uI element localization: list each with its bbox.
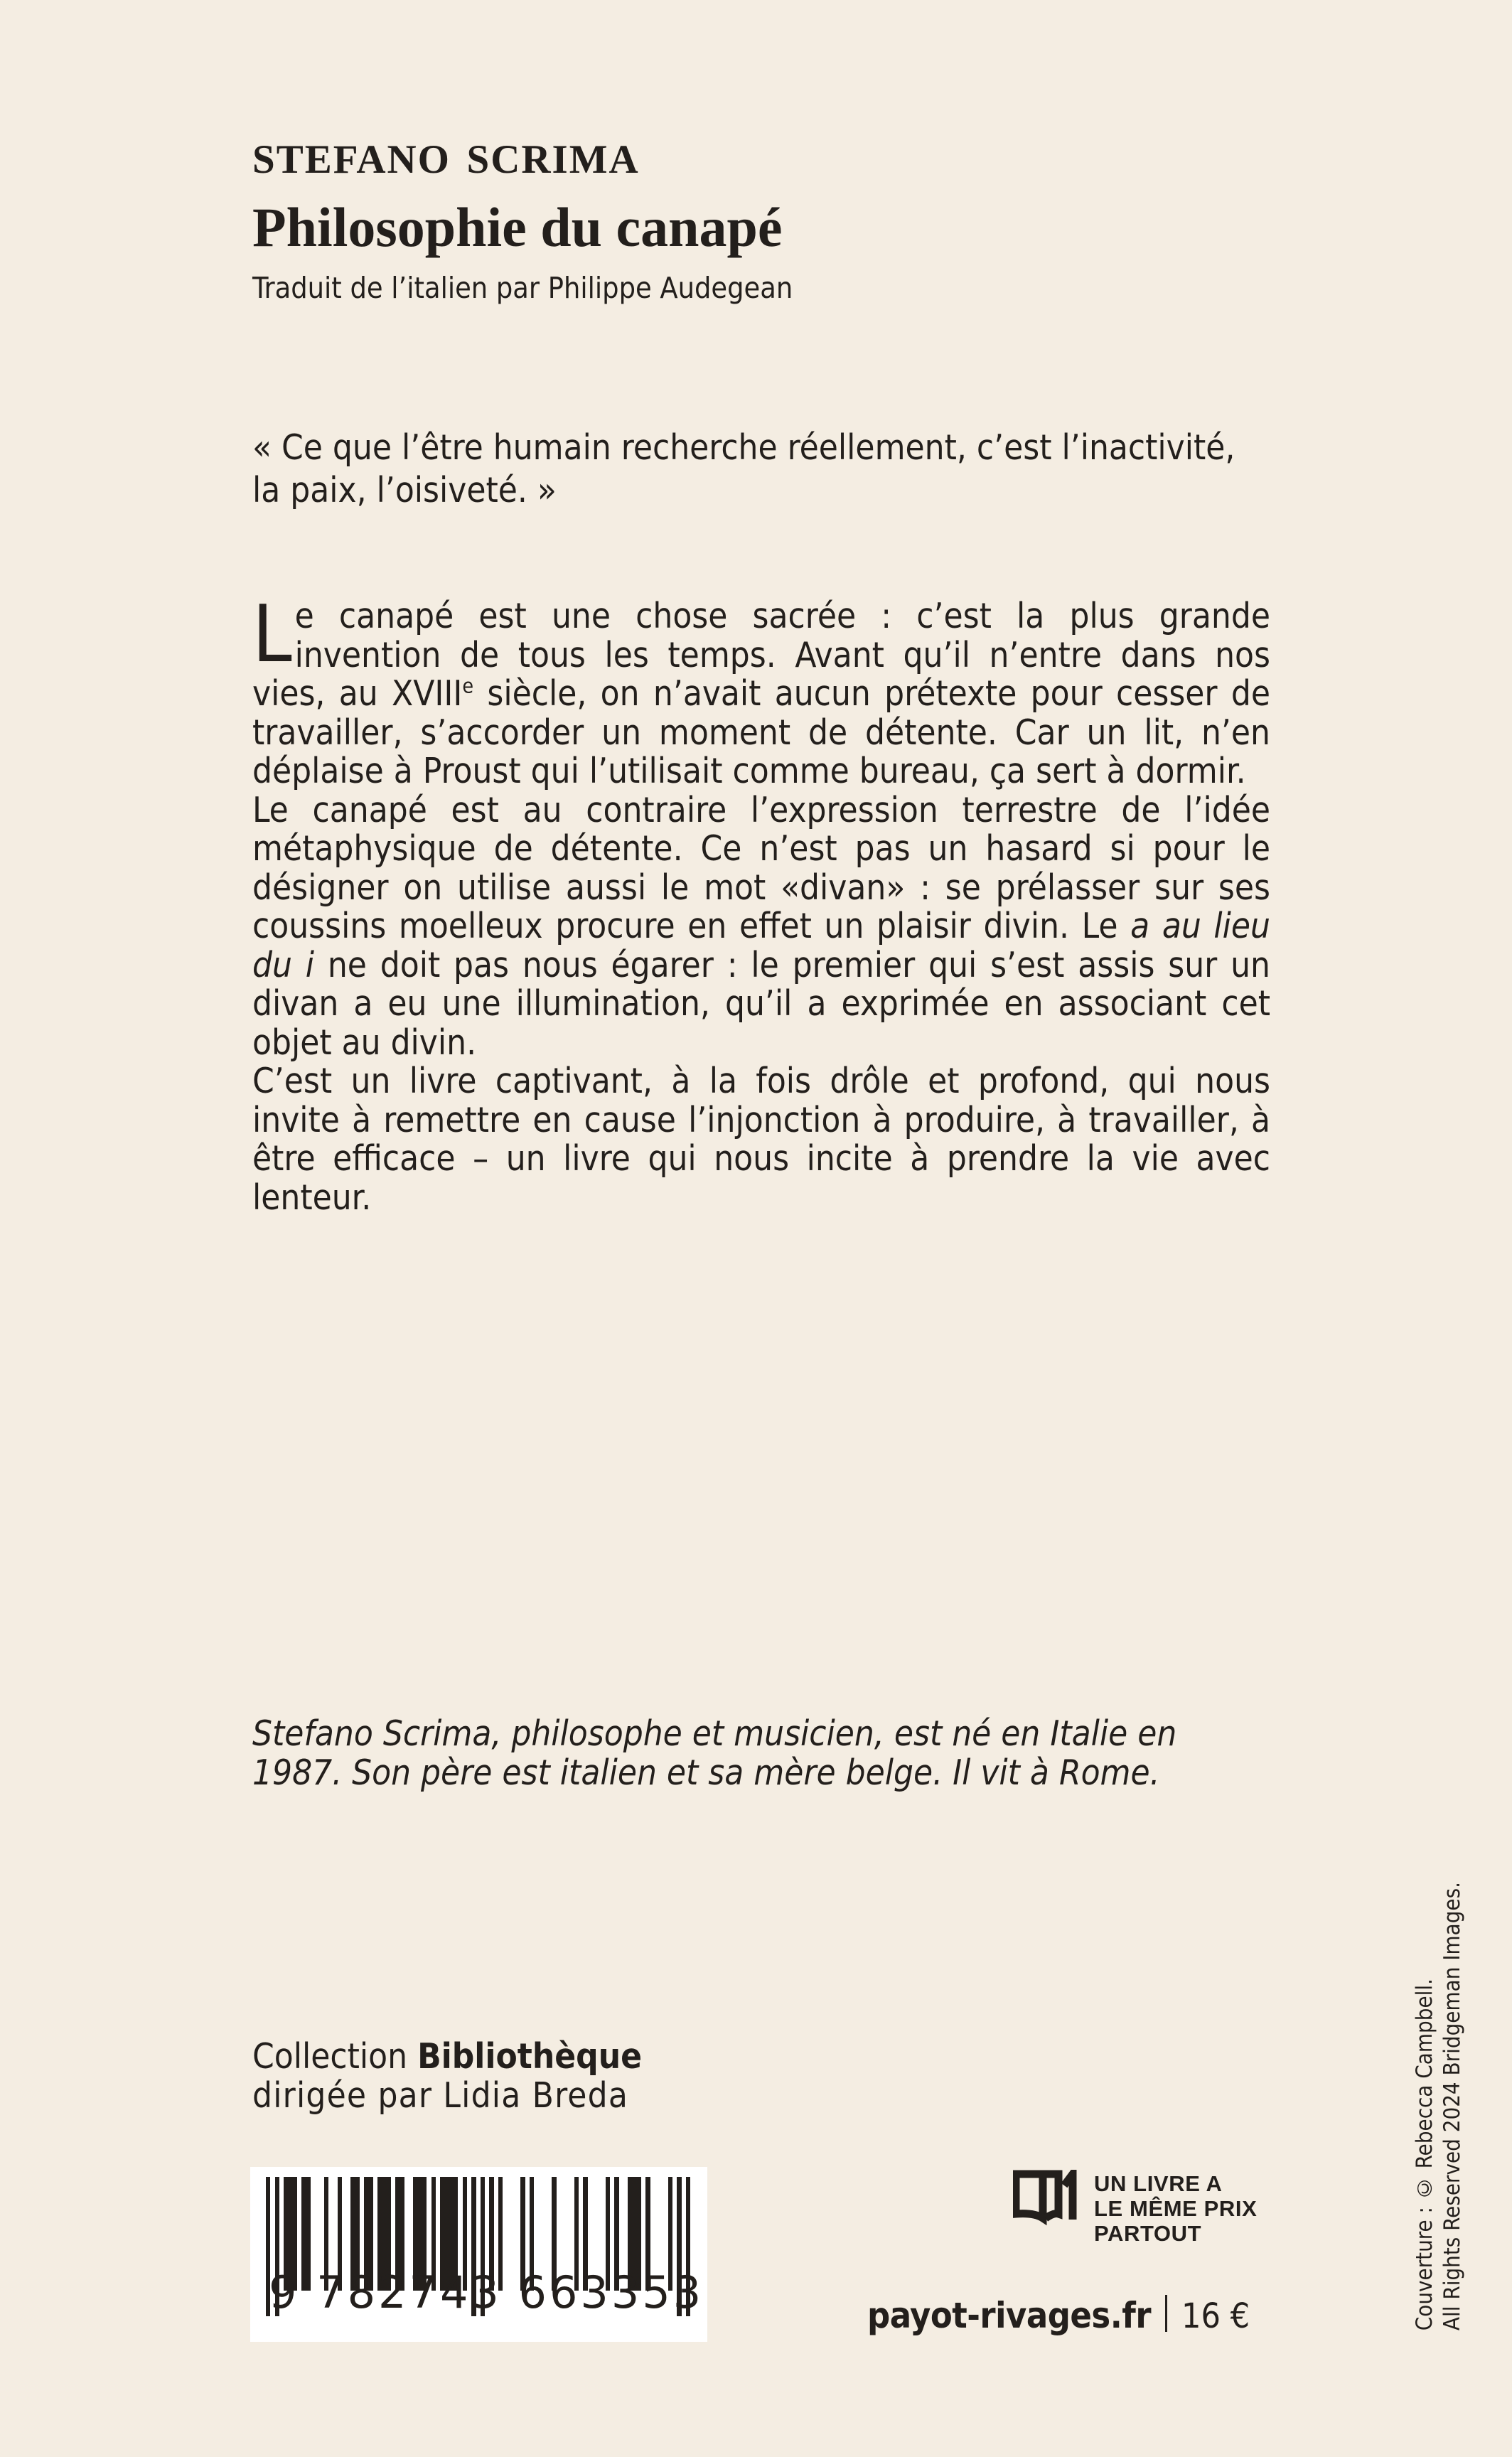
open-book-icon [1013, 2170, 1078, 2231]
logo-line-2: LE MÊME PRIX [1094, 2196, 1258, 2221]
collection-director: dirigée par Lidia Breda [252, 2075, 629, 2116]
blurb-paragraph-1 [252, 589, 1270, 791]
blurb-paragraph-1-part-a: Le canapé est une chose sacrée : c’est la plus grande invention de tous les temps. Avant qu’il n’entre dans nos vies, au XVIII [252, 589, 1270, 714]
author-name: stefano scrima [252, 121, 640, 186]
pull-quote: « Ce que l’être humain recherche réellement, c’est l’inactivité, la paix, l’oisiveté. » [252, 427, 1235, 510]
ordinal-suffix: e [462, 674, 474, 698]
single-price-logo [1013, 2170, 1257, 2246]
author-bio: Stefano Scrima, philosophe et musicien, est né en Italie en 1987. Son père est italien et sa mère belge. Il vit à Rome. [252, 1713, 1177, 1793]
cover-credit-line-1: Couverture : © Rebecca Campbell. [1412, 1978, 1437, 2330]
publisher-website[interactable]: payot-rivages.fr [867, 2295, 1152, 2336]
collection-label: Collection [252, 2036, 418, 2077]
isbn-number: 9 782743 663353 [269, 2266, 704, 2318]
collection-name-line [252, 2037, 892, 2076]
price-label: 16 € [1181, 2296, 1250, 2336]
isbn-barcode [250, 2167, 707, 2342]
blurb-paragraph-1-part-b: siècle, on n’avait aucun prétexte pour cesser de travailler, s’accorder un moment de détente. Car un lit, n’en déplaise à Proust qui l’utilisait comme bureau, ça sert à dormir. [252, 673, 1270, 791]
publisher-footer [867, 2291, 1250, 2336]
emphasis-a-au-lieu-du-i: a au lieu du i [252, 906, 1270, 985]
translator-credit: Traduit de l’italien par Philippe Audegean [252, 270, 793, 305]
logo-line-3: PARTOUT [1094, 2221, 1202, 2246]
single-price-logo-text [1094, 2170, 1257, 2246]
cover-credit-line-2: All Rights Reserved 2024 Bridgeman Images. [1439, 1881, 1465, 2330]
footer-divider [1165, 2295, 1167, 2332]
blurb-paragraph-3: C’est un livre captivant, à la fois drôle et profond, qui nous invite à remettre en cause l’injonction à produire, à travailler, à être efficace – un livre qui nous incite à prendre la vie avec lenteur. [252, 1061, 1270, 1218]
cover-credits [1414, 1882, 1464, 2330]
collection-name: Bibliothèque [417, 2036, 643, 2077]
blurb-paragraph-2-part-b: ne doit pas nous égarer : le premier qui s’est assis sur un divan a eu une illumination, qu’il a exprimée en associant cet objet au divin. [252, 944, 1270, 1063]
logo-line-1: UN LIVRE A [1094, 2171, 1223, 2196]
header-block [252, 121, 1269, 305]
page-title: Philosophie du canapé [252, 196, 783, 258]
blurb-text [252, 589, 1270, 1218]
blurb-paragraph-2-part-a: Le canapé est au contraire l’expression terrestre de l’idée métaphysique de détente. Ce n’est pas un hasard si pour le désigner on utilise aussi le mot «divan» : se prélasser sur ses coussins moelleux procure en effet un plaisir divin. Le [252, 789, 1270, 946]
collection-block [252, 2037, 892, 2115]
blurb-paragraph-2 [252, 791, 1270, 1063]
